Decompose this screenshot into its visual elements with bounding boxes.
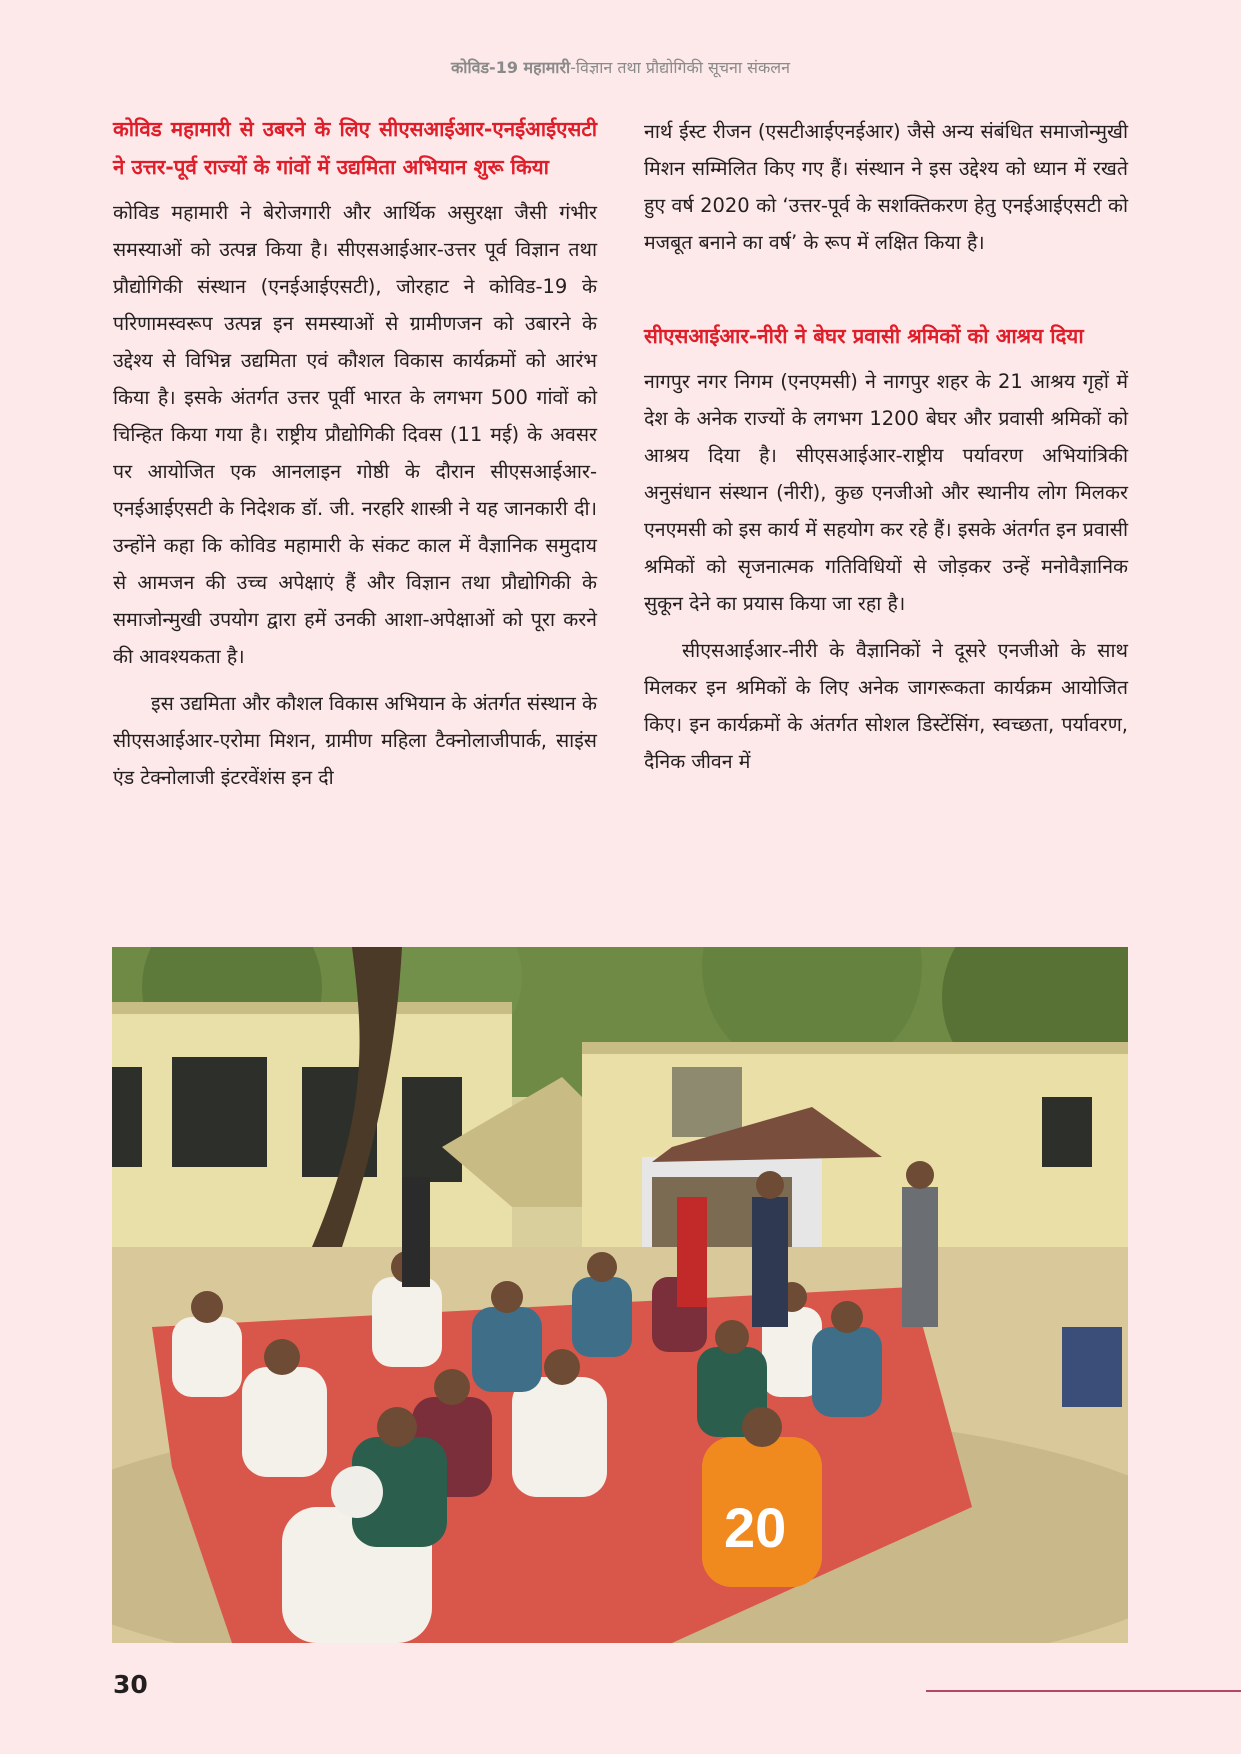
footer-rule	[926, 1690, 1241, 1692]
article2-heading: सीएसआईआर-नीरी ने बेघर प्रवासी श्रमिकों को आश्रय दिया	[644, 324, 1084, 348]
page-number: 30	[113, 1670, 148, 1699]
article1-paragraph-3: नार्थ ईस्ट रीजन (एसटीआईएनईआर) जैसे अन्य संबंधित समाजोन्मुखी मिशन सम्मिलित किए गए हैं। संस्थान ने इस उद्देश्य को ध्यान में रखते हुए वर्ष 2020 को ‘उत्तर-पूर्व के सशक्तिकरण हेतु एनईआईएसटी को मजबूत बनाने का वर्ष’ के रूप में लक्षित किया है।	[644, 120, 1128, 254]
shelter-photo	[112, 947, 1128, 1643]
right-column	[644, 113, 1128, 790]
article2-paragraph-1: नागपुर नगर निगम (एनएमसी) ने नागपुर शहर के 21 आश्रय गृहों में देश के अनेक राज्यों के लगभग 1200 बेघर और प्रवासी श्रमिकों को आश्रय दिया है। सीएसआईआर-राष्ट्रीय पर्यावरण अभियांत्रिकी अनुसंधान संस्थान (नीरी), कुछ एनजीओ और स्थानीय लोग मिलकर एनएमसी को इस कार्य में सहयोग कर रहे हैं। इसके अंतर्गत इन प्रवासी श्रमिकों को सृजनात्मक गतिविधियों से जोड़कर उन्हें मनोवैज्ञानिक सुकून देने का प्रयास किया जा रहा है।	[644, 370, 1128, 615]
jersey-number: 20	[724, 1496, 787, 1559]
running-header	[0, 56, 1241, 78]
article2-paragraph-2: सीएसआईआर-नीरी के वैज्ञानिकों ने दूसरे एनजीओ के साथ मिलकर इन श्रमिकों के लिए अनेक जागरूकता कार्यक्रम आयोजित किए। इन कार्यक्रमों के अंतर्गत सोशल डिस्टेंसिंग, स्वच्छता, पर्यावरण, दैनिक जीवन में	[644, 639, 1128, 773]
article1-paragraph-1: कोविड महामारी ने बेरोजगारी और आर्थिक असुरक्षा जैसी गंभीर समस्याओं को उत्पन्न किया है। सीएसआईआर-उत्तर पूर्व विज्ञान तथा प्रौद्योगिकी संस्थान (एनईआईएसटी), जोरहाट ने कोविड-19 के परिणामस्वरूप उत्पन्न इन समस्याओं से ग्रामीणजन को उबारने के उद्देश्य से विभिन्न उद्यमिता एवं कौशल विकास कार्यक्रमों को आरंभ किया है। इसके अंतर्गत उत्तर पूर्वी भारत के लगभग 500 गांवों को चिन्हित किया गया है। राष्ट्रीय प्रौद्योगिकी दिवस (11 मई) के अवसर पर आयोजित एक आनलाइन गोष्ठी के दौरान सीएसआईआर-एनईआईएसटी के निदेशक डॉ. जी. नरहरि शास्त्री ने यह जानकारी दी। उन्होंने कहा कि कोविड महामारी के संकट काल में वैज्ञानिक समुदाय से आमजन की उच्च अपेक्षाएं हैं और विज्ञान तथा प्रौद्योगिकी के समाजोन्मुखी उपयोग द्वारा हमें उनकी आशा-अपेक्षाओं को पूरा करने की आवश्यकता है।	[113, 201, 597, 668]
header-title-rest: -विज्ञान तथा प्रौद्योगिकी सूचना संकलन	[570, 58, 790, 77]
header-title-bold: कोविड-19 महामारी	[451, 58, 571, 77]
left-column	[113, 110, 597, 806]
article1-heading: कोविड महामारी से उबरने के लिए सीएसआईआर-एनईआईएसटी ने उत्तर-पूर्व राज्यों के गांवों में उद्यमिता अभियान शुरू किया	[113, 117, 597, 179]
article1-paragraph-2: इस उद्यमिता और कौशल विकास अभियान के अंतर्गत संस्थान के सीएसआईआर-एरोमा मिशन, ग्रामीण महिला टैक्नोलाजीपार्क, साइंस एंड टेक्नोलाजी इंटरवेंशंस इन दी	[113, 692, 597, 789]
